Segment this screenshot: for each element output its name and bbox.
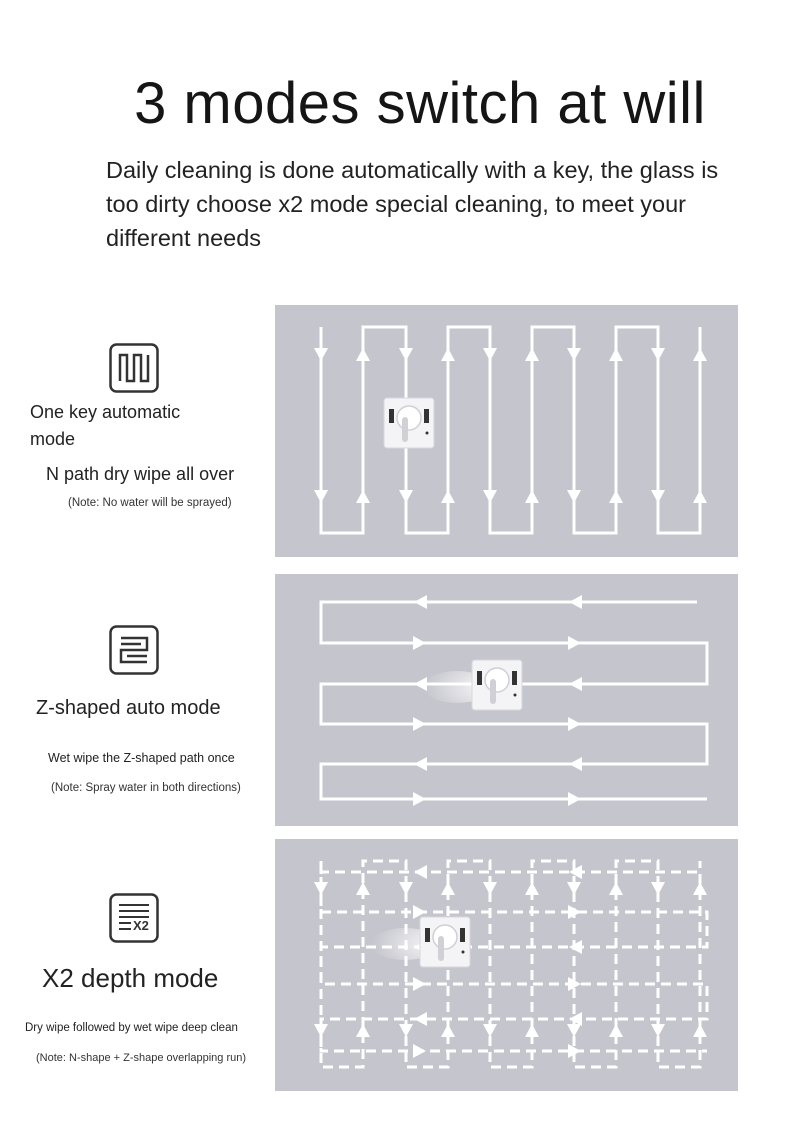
n-path-line — [321, 327, 700, 533]
path-arrow — [609, 348, 623, 361]
n-path-diagram — [275, 305, 738, 557]
path-arrow — [567, 490, 581, 503]
path-arrow — [525, 490, 539, 503]
path-arrow — [569, 677, 582, 691]
x2-mode-icon — [109, 893, 159, 943]
page-subtitle: Daily cleaning is done automatically with a key, the glass is too dirty choose x2 mode special cleaning, to meet your different needs — [106, 157, 719, 251]
path-arrow — [441, 1024, 455, 1037]
path-arrow — [414, 1012, 427, 1026]
path-arrow — [609, 490, 623, 503]
path-arrow — [569, 595, 582, 609]
path-arrow — [525, 882, 539, 895]
path-arrow — [441, 490, 455, 503]
path-arrow — [483, 882, 497, 895]
path-arrow — [314, 882, 328, 895]
path-arrow — [567, 882, 581, 895]
path-arrow — [483, 348, 497, 361]
path-arrow — [413, 1044, 426, 1058]
path-arrow — [651, 882, 665, 895]
mode-2-name: Z-shaped auto mode — [36, 697, 221, 719]
path-arrow — [483, 490, 497, 503]
path-arrow — [414, 595, 427, 609]
path-arrow — [356, 1024, 370, 1037]
path-arrow — [441, 348, 455, 361]
window-robot-image — [423, 660, 522, 710]
window-robot-image — [384, 398, 434, 448]
path-arrow — [413, 792, 426, 806]
path-arrow — [314, 1024, 328, 1037]
path-arrow — [525, 1024, 539, 1037]
path-arrow — [568, 717, 581, 731]
path-arrow — [414, 757, 427, 771]
path-arrow — [356, 348, 370, 361]
mode-2-description: Wet wipe the Z-shaped path once — [48, 751, 235, 765]
n-path-icon — [109, 343, 159, 393]
path-arrow — [609, 1024, 623, 1037]
path-arrow — [399, 882, 413, 895]
path-arrow — [693, 490, 707, 503]
path-arrow — [414, 865, 427, 879]
mode-1-description: N path dry wipe all over — [46, 464, 235, 484]
path-arrow — [399, 490, 413, 503]
path-arrow — [693, 882, 707, 895]
path-arrow — [413, 717, 426, 731]
path-arrow — [413, 636, 426, 650]
path-arrow — [693, 1024, 707, 1037]
mode-3-note: (Note: N-shape + Z-shape overlapping run) — [36, 1052, 247, 1064]
mode-1-name: One key automatic mode — [30, 402, 181, 449]
path-arrow — [413, 977, 426, 991]
x2-path-diagram — [275, 839, 738, 1091]
path-arrow — [609, 882, 623, 895]
page-title: 3 modes switch at will — [134, 71, 706, 136]
path-arrow — [568, 636, 581, 650]
path-arrow — [483, 1024, 497, 1037]
z-path-line — [321, 872, 707, 1051]
mode-1-note: (Note: No water will be sprayed) — [68, 497, 232, 509]
x2-icon-label: X2 — [133, 918, 149, 933]
path-arrow — [399, 1024, 413, 1037]
path-arrow — [356, 490, 370, 503]
path-arrow — [567, 348, 581, 361]
z-path-diagram — [275, 574, 738, 826]
path-arrow — [441, 882, 455, 895]
path-arrow — [651, 348, 665, 361]
mode-2-note: (Note: Spray water in both directions) — [51, 782, 241, 794]
window-robot-image — [371, 917, 470, 967]
path-arrow — [314, 348, 328, 361]
mode-3-name: X2 depth mode — [42, 963, 219, 993]
path-arrow — [568, 792, 581, 806]
n-path-line — [321, 861, 700, 1067]
path-arrow — [314, 490, 328, 503]
path-arrow — [651, 490, 665, 503]
path-arrow — [525, 348, 539, 361]
mode-3-description: Dry wipe followed by wet wipe deep clean — [25, 1022, 238, 1034]
z-path-icon — [109, 625, 159, 675]
path-arrow — [569, 757, 582, 771]
path-arrow — [399, 348, 413, 361]
path-arrow — [356, 882, 370, 895]
path-arrow — [693, 348, 707, 361]
path-arrow — [651, 1024, 665, 1037]
path-arrow — [567, 1024, 581, 1037]
